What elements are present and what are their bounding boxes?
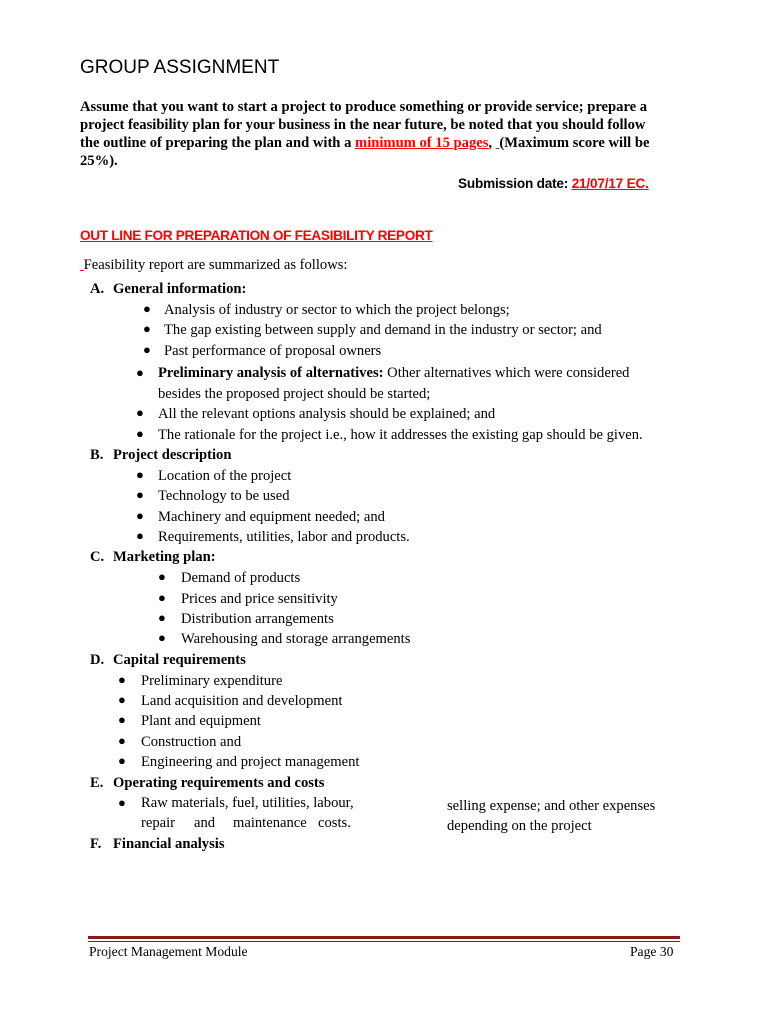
page-number: Page 30 [630, 944, 674, 959]
prelim-continuation: besides the proposed project should be started; [158, 386, 431, 402]
section-f-letter: F. [90, 836, 102, 852]
section-a-letter: A. [90, 281, 105, 297]
intro-line-3-start: the outline of preparing the plan and with a [80, 135, 356, 151]
bullet-icon: ● [118, 692, 126, 707]
list-item: The rationale for the project i.e., how it addresses the existing gap should be given. [158, 427, 643, 443]
bullet-icon: ● [136, 426, 144, 441]
bullet-icon: ● [136, 487, 144, 502]
prelim-text: Other alternatives which were considered [383, 365, 630, 381]
intro-line-1: Assume that you want to start a project to produce something or provide service; prepare a [80, 99, 648, 115]
list-item: Raw materials, fuel, utilities, labour, [141, 795, 354, 811]
list-item: Preliminary expenditure [141, 673, 283, 689]
section-f-title: Financial analysis [113, 836, 225, 852]
bullet-icon: ● [136, 528, 144, 543]
list-item: Past performance of proposal owners [164, 343, 382, 359]
bullet-icon: ● [158, 610, 166, 625]
prelim-label: Preliminary analysis of alternatives: [158, 365, 384, 381]
intro-line-3-sep: , [488, 135, 496, 151]
list-item-continuation: maintenance [233, 815, 307, 831]
footer-rule [88, 936, 680, 939]
submission-date [458, 176, 649, 191]
list-item: Construction and [141, 734, 242, 750]
minimum-pages-text: minimum of 15 pages [355, 135, 489, 151]
section-b-letter: B. [90, 447, 104, 463]
list-item: The gap existing between supply and demand in the industry or sector; and [164, 322, 602, 338]
bullet-icon: ● [118, 753, 126, 768]
bullet-icon: ● [118, 672, 126, 687]
footer-module-title: Project Management Module [89, 944, 248, 959]
list-item: Analysis of industry or sector to which the project belongs; [164, 302, 510, 318]
section-e-letter: E. [90, 775, 104, 791]
section-c-title: Marketing plan: [113, 549, 216, 565]
intro-line-3-end: (Maximum score will be [499, 135, 650, 151]
prelim-analysis-line [158, 365, 629, 382]
intro-line-2: project feasibility plan for your business in the near future, be noted that you should follow [80, 117, 646, 133]
outline-heading: OUT LINE FOR PREPARATION OF FEASIBILITY REPORT [80, 228, 433, 243]
bullet-icon: ● [143, 321, 151, 336]
summary-text: Feasibility report are summarized as follows: [83, 257, 348, 273]
section-b-title: Project description [113, 447, 232, 463]
list-item: Engineering and project management [141, 754, 360, 770]
list-item-continuation: repair [141, 815, 176, 831]
list-item: Distribution arrangements [181, 611, 334, 627]
bullet-icon: ● [136, 508, 144, 523]
summary-line [80, 257, 348, 274]
bullet-icon: ● [118, 733, 126, 748]
list-item: Requirements, utilities, labor and products. [158, 529, 410, 545]
section-d-letter: D. [90, 652, 105, 668]
bullet-icon: ● [143, 301, 151, 316]
section-a-title: General information: [113, 281, 247, 297]
list-item: Demand of products [181, 570, 301, 586]
bullet-icon: ● [118, 712, 126, 727]
bullet-icon: ● [136, 467, 144, 482]
intro-line-3 [80, 135, 649, 152]
list-item: Warehousing and storage arrangements [181, 631, 411, 647]
submission-label: Submission date: [458, 176, 572, 191]
submission-date-value: 21/07/17 EC. [571, 176, 649, 191]
list-item-continuation: costs. [318, 815, 351, 831]
page-title: GROUP ASSIGNMENT [80, 57, 280, 78]
list-item: Location of the project [158, 468, 292, 484]
footer-rule-thin [88, 941, 680, 942]
bullet-icon: ● [158, 590, 166, 605]
column-2-text: depending on the project [447, 818, 592, 834]
intro-line-4: 25%). [80, 153, 118, 169]
bullet-icon: ● [136, 365, 144, 380]
list-item: Machinery and equipment needed; and [158, 509, 385, 525]
bullet-icon: ● [118, 795, 126, 810]
list-item: Plant and equipment [141, 713, 261, 729]
bullet-icon: ● [143, 342, 151, 357]
section-d-title: Capital requirements [113, 652, 246, 668]
section-e-title: Operating requirements and costs [113, 775, 325, 791]
list-item-continuation: and [194, 815, 216, 831]
list-item: All the relevant options analysis should be explained; and [158, 406, 496, 422]
list-item: Prices and price sensitivity [181, 591, 338, 607]
column-2-text: selling expense; and other expenses [447, 798, 656, 814]
bullet-icon: ● [158, 630, 166, 645]
section-c-letter: C. [90, 549, 105, 565]
list-item: Land acquisition and development [141, 693, 343, 709]
bullet-icon: ● [158, 569, 166, 584]
bullet-icon: ● [136, 405, 144, 420]
list-item: Technology to be used [158, 488, 290, 504]
